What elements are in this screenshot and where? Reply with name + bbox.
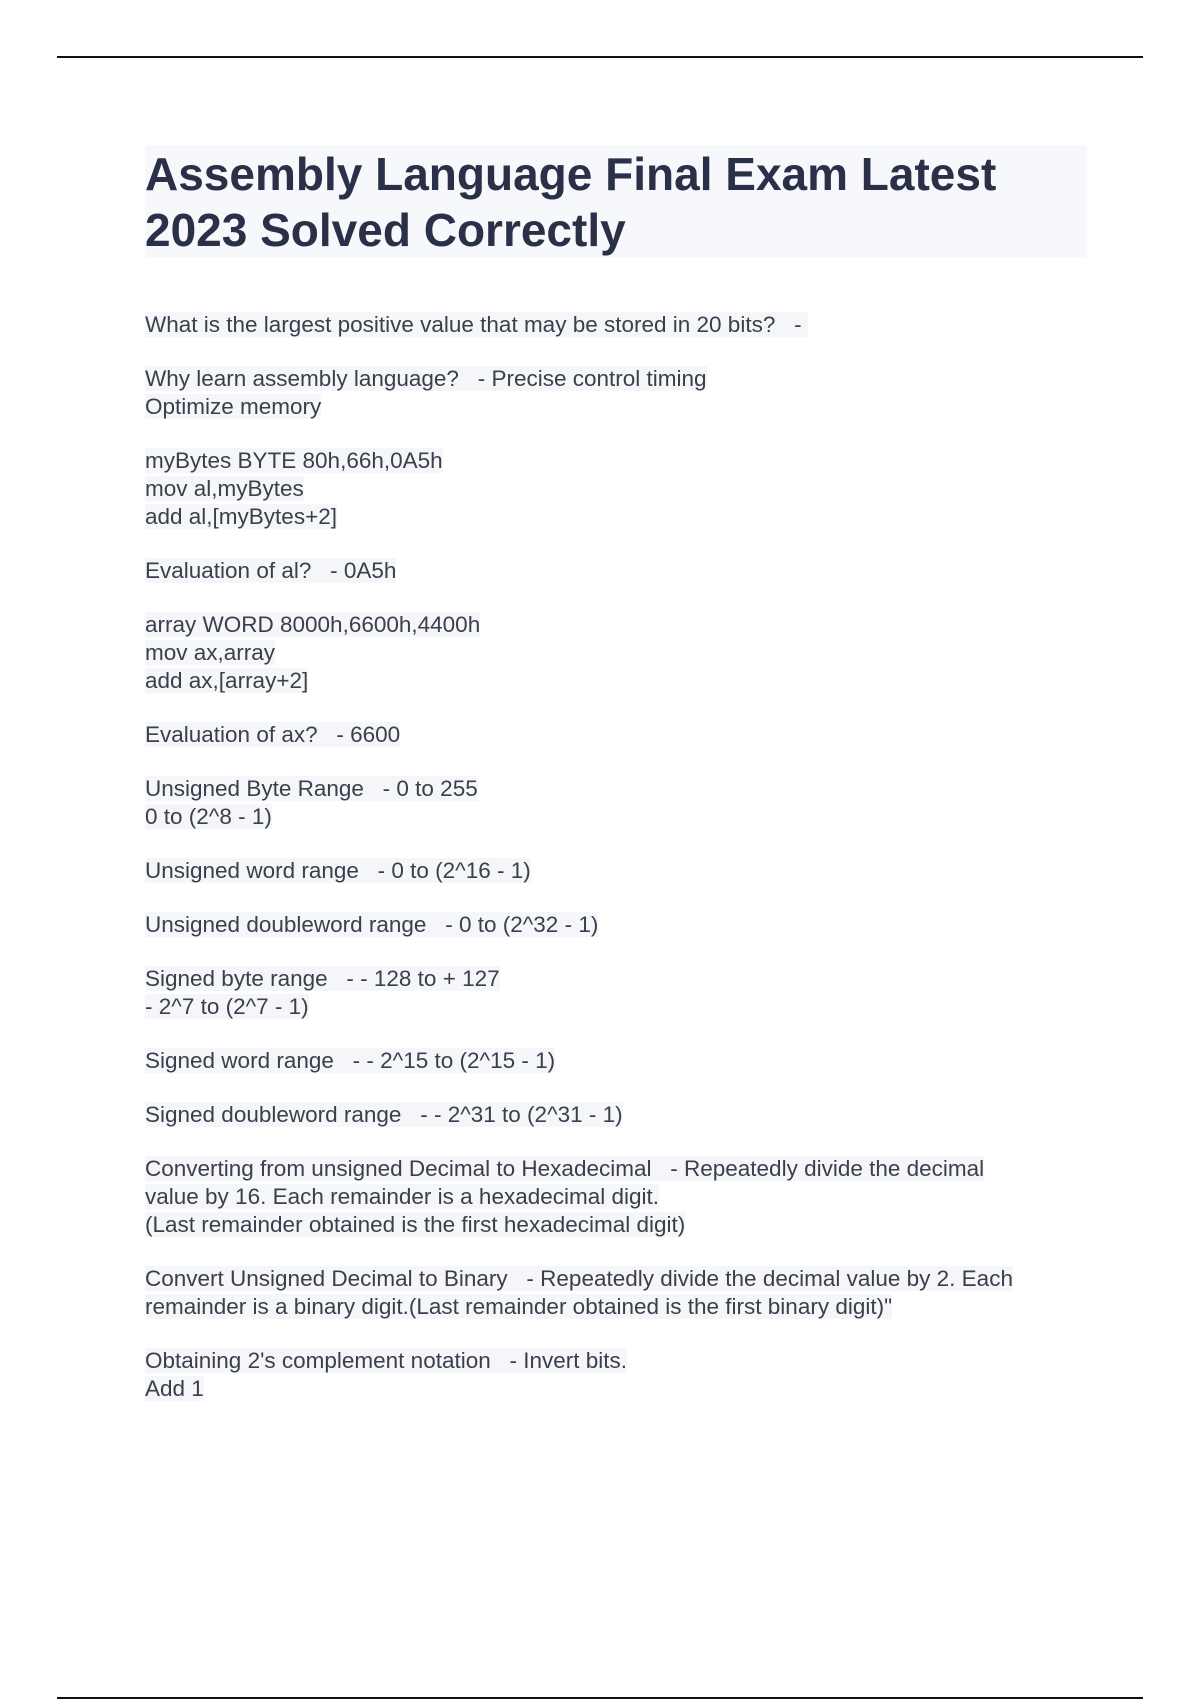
answer-text: Add 1 <box>145 1376 204 1401</box>
code-line: myBytes BYTE 80h,66h,0A5h <box>145 448 443 473</box>
answer-separator: - <box>426 912 459 937</box>
question-text: What is the largest positive value that may be stored in 20 bits? <box>145 312 776 337</box>
code-line: array WORD 8000h,6600h,4400h <box>145 612 481 637</box>
code-line: add ax,[array+2] <box>145 668 309 693</box>
answer-separator: - <box>317 722 351 747</box>
answer-text: Repeatedly divide the decimal value by 2. Each <box>540 1266 1013 1291</box>
answer-text: 0 to (2^8 - 1) <box>145 804 272 829</box>
qa-item <box>145 1265 1095 1321</box>
question-text: Signed byte range <box>145 966 328 991</box>
answer-text: 0A5h <box>343 558 397 583</box>
answer-text: 0 to (2^32 - 1) <box>458 912 599 937</box>
qa-item <box>145 721 1095 749</box>
answer-separator: - <box>358 858 392 883</box>
qa-item <box>145 557 1095 585</box>
qa-item <box>145 911 1095 939</box>
qa-list <box>145 311 1095 1429</box>
answer-text: - 2^7 to (2^7 - 1) <box>145 994 309 1019</box>
answer-separator: - <box>333 1048 367 1073</box>
answer-separator: - <box>327 966 361 991</box>
qa-item <box>145 1101 1095 1129</box>
qa-item <box>145 311 1095 339</box>
question-text: Converting from unsigned Decimal to Hexadecimal <box>145 1156 652 1181</box>
answer-text: 0 to 255 <box>396 776 478 801</box>
question-text: Unsigned doubleword range <box>145 912 427 937</box>
top-rule <box>57 56 1143 58</box>
answer-text: Optimize memory <box>145 394 322 419</box>
answer-separator: - <box>775 312 808 337</box>
answer-text: - 2^15 to (2^15 - 1) <box>366 1048 556 1073</box>
question-text: Convert Unsigned Decimal to Binary <box>145 1266 508 1291</box>
answer-separator: - <box>363 776 397 801</box>
question-text: Signed word range <box>145 1048 334 1073</box>
question-text: Unsigned Byte Range <box>145 776 364 801</box>
code-line: mov al,myBytes <box>145 476 304 501</box>
answer-separator: - <box>401 1102 434 1127</box>
question-text: Why learn assembly language? <box>145 366 459 391</box>
qa-item <box>145 1047 1095 1075</box>
answer-separator: - <box>490 1348 524 1373</box>
answer-text: - 128 to + 127 <box>360 966 500 991</box>
answer-text: remainder is a binary digit.(Last remainder obtained is the first binary digit)" <box>145 1294 893 1319</box>
question-text: Evaluation of ax? <box>145 722 318 747</box>
answer-text: 0 to (2^16 - 1) <box>391 858 531 883</box>
answer-text: (Last remainder obtained is the first hexadecimal digit) <box>145 1212 686 1237</box>
qa-item <box>145 1347 1095 1403</box>
answer-text: value by 16. Each remainder is a hexadecimal digit. <box>145 1184 660 1209</box>
question-text: Evaluation of al? <box>145 558 312 583</box>
qa-item <box>145 611 1095 695</box>
question-text: Signed doubleword range <box>145 1102 402 1127</box>
qa-item <box>145 775 1095 831</box>
answer-text: - 2^31 to (2^31 - 1) <box>433 1102 623 1127</box>
question-text: Unsigned word range <box>145 858 359 883</box>
qa-item <box>145 965 1095 1021</box>
document-title: Assembly Language Final Exam Latest 2023 Solved Correctly <box>145 148 997 256</box>
answer-text: Repeatedly divide the decimal <box>683 1156 985 1181</box>
answer-text: Invert bits. <box>523 1348 628 1373</box>
answer-separator: - <box>651 1156 684 1181</box>
answer-separator: - <box>311 558 344 583</box>
qa-item <box>145 447 1095 531</box>
answer-text: Precise control timing <box>491 366 707 391</box>
answer-text: 6600 <box>350 722 401 747</box>
code-line: mov ax,array <box>145 640 276 665</box>
bottom-rule <box>57 1697 1143 1699</box>
answer-separator: - <box>507 1266 541 1291</box>
question-text: Obtaining 2's complement notation <box>145 1348 491 1373</box>
code-line: add al,[myBytes+2] <box>145 504 337 529</box>
qa-item <box>145 857 1095 885</box>
qa-item <box>145 365 1095 421</box>
answer-separator: - <box>458 366 492 391</box>
qa-item <box>145 1155 1095 1239</box>
